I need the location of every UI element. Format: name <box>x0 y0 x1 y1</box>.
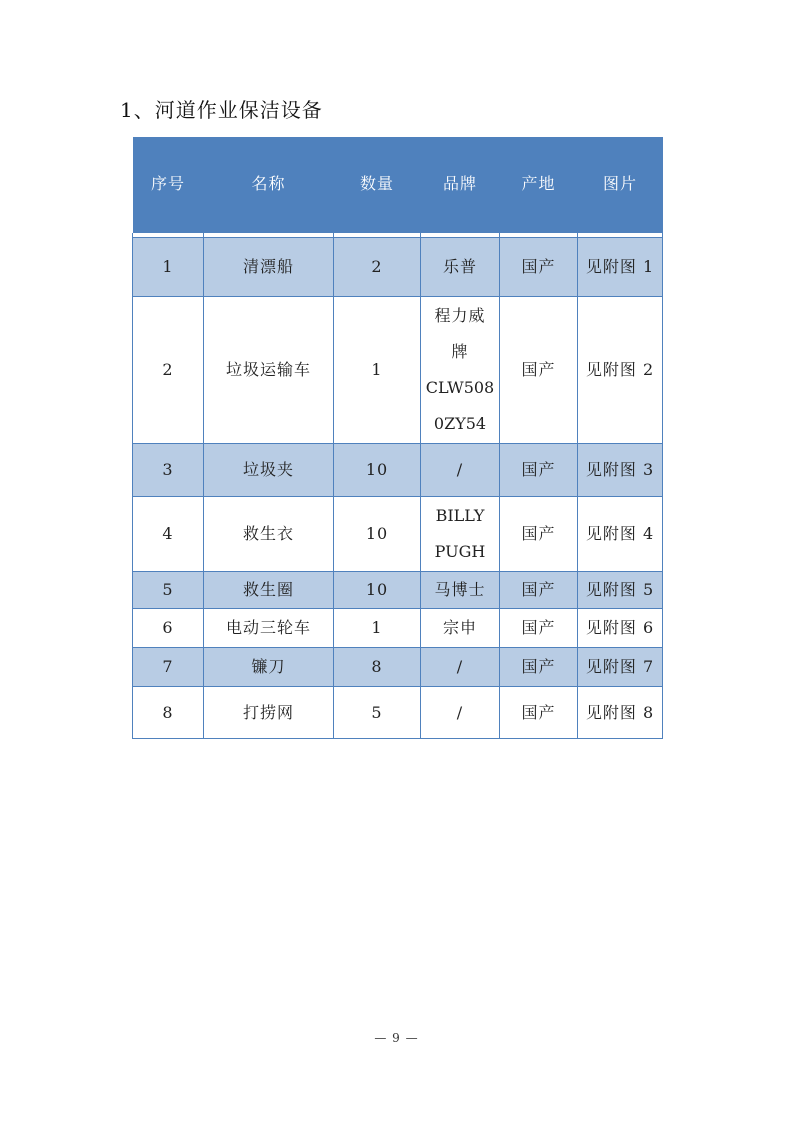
header-qty: 数量 <box>334 137 421 233</box>
cell-origin: 国产 <box>500 609 578 648</box>
brand-line: 宗申 <box>442 618 477 637</box>
brand-line: / <box>456 702 464 722</box>
table-row <box>133 609 663 648</box>
brand-line: 程力威 <box>434 306 486 325</box>
section-heading: 1、河道作业保洁设备 <box>120 98 323 122</box>
table-row <box>133 648 663 687</box>
header-no: 序号 <box>133 137 204 233</box>
cell-qty: 1 <box>334 297 421 444</box>
cell-image: 见附图 7 <box>578 648 663 687</box>
cell-no: 2 <box>133 297 204 444</box>
cell-brand <box>421 297 500 444</box>
brand-line: 乐普 <box>442 257 477 276</box>
cell-qty: 10 <box>334 444 421 497</box>
cell-image: 见附图 1 <box>578 238 663 297</box>
brand-line: 0ZY54 <box>433 414 487 433</box>
cell-name: 电动三轮车 <box>204 609 334 648</box>
cell-origin: 国产 <box>500 497 578 572</box>
cell-brand <box>421 444 500 497</box>
cell-name: 垃圾夹 <box>204 444 334 497</box>
table-row <box>133 444 663 497</box>
cell-brand <box>421 572 500 609</box>
brand-line: BILLY <box>435 506 485 525</box>
cell-brand <box>421 687 500 739</box>
cell-name: 救生衣 <box>204 497 334 572</box>
cell-origin: 国产 <box>500 444 578 497</box>
cell-name: 镰刀 <box>204 648 334 687</box>
table-row <box>133 238 663 297</box>
cell-name: 垃圾运输车 <box>204 297 334 444</box>
cell-qty: 10 <box>334 497 421 572</box>
cell-no: 7 <box>133 648 204 687</box>
table-header-row <box>133 137 663 233</box>
cell-brand <box>421 238 500 297</box>
table-row <box>133 297 663 444</box>
cell-no: 8 <box>133 687 204 739</box>
brand-line: 马博士 <box>434 580 486 599</box>
cell-qty: 8 <box>334 648 421 687</box>
brand-line: / <box>456 460 464 479</box>
brand-line: 牌 <box>451 342 469 361</box>
cell-image: 见附图 6 <box>578 609 663 648</box>
cell-origin: 国产 <box>500 297 578 444</box>
cell-image: 见附图 2 <box>578 297 663 444</box>
table-row <box>133 687 663 739</box>
brand-line: PUGH <box>434 542 486 561</box>
table-row <box>133 497 663 572</box>
brand-line: / <box>456 657 464 676</box>
header-image: 图片 <box>578 137 663 233</box>
cell-qty: 2 <box>334 238 421 297</box>
cell-no: 5 <box>133 572 204 609</box>
cell-no: 1 <box>133 238 204 297</box>
cell-qty: 5 <box>334 687 421 739</box>
cell-origin: 国产 <box>500 687 578 739</box>
header-name: 名称 <box>204 137 334 233</box>
cell-origin: 国产 <box>500 572 578 609</box>
cell-origin: 国产 <box>500 238 578 297</box>
cell-brand <box>421 497 500 572</box>
cell-image: 见附图 5 <box>578 572 663 609</box>
cell-image: 见附图 4 <box>578 497 663 572</box>
cell-no: 6 <box>133 609 204 648</box>
cell-name: 清漂船 <box>204 238 334 297</box>
cell-no: 3 <box>133 444 204 497</box>
cell-name: 打捞网 <box>204 687 334 739</box>
cell-no: 4 <box>133 497 204 572</box>
equipment-table <box>132 137 663 739</box>
cell-image: 见附图 8 <box>578 687 663 739</box>
cell-qty: 1 <box>334 609 421 648</box>
cell-qty: 10 <box>334 572 421 609</box>
cell-name: 救生圈 <box>204 572 334 609</box>
cell-image: 见附图 3 <box>578 444 663 497</box>
cell-origin: 国产 <box>500 648 578 687</box>
cell-brand <box>421 609 500 648</box>
page-number: — 9 — <box>374 1031 419 1045</box>
header-brand: 品牌 <box>421 137 500 233</box>
header-origin: 产地 <box>500 137 578 233</box>
brand-line: CLW508 <box>425 378 495 397</box>
table-row <box>133 572 663 609</box>
cell-brand <box>421 648 500 687</box>
